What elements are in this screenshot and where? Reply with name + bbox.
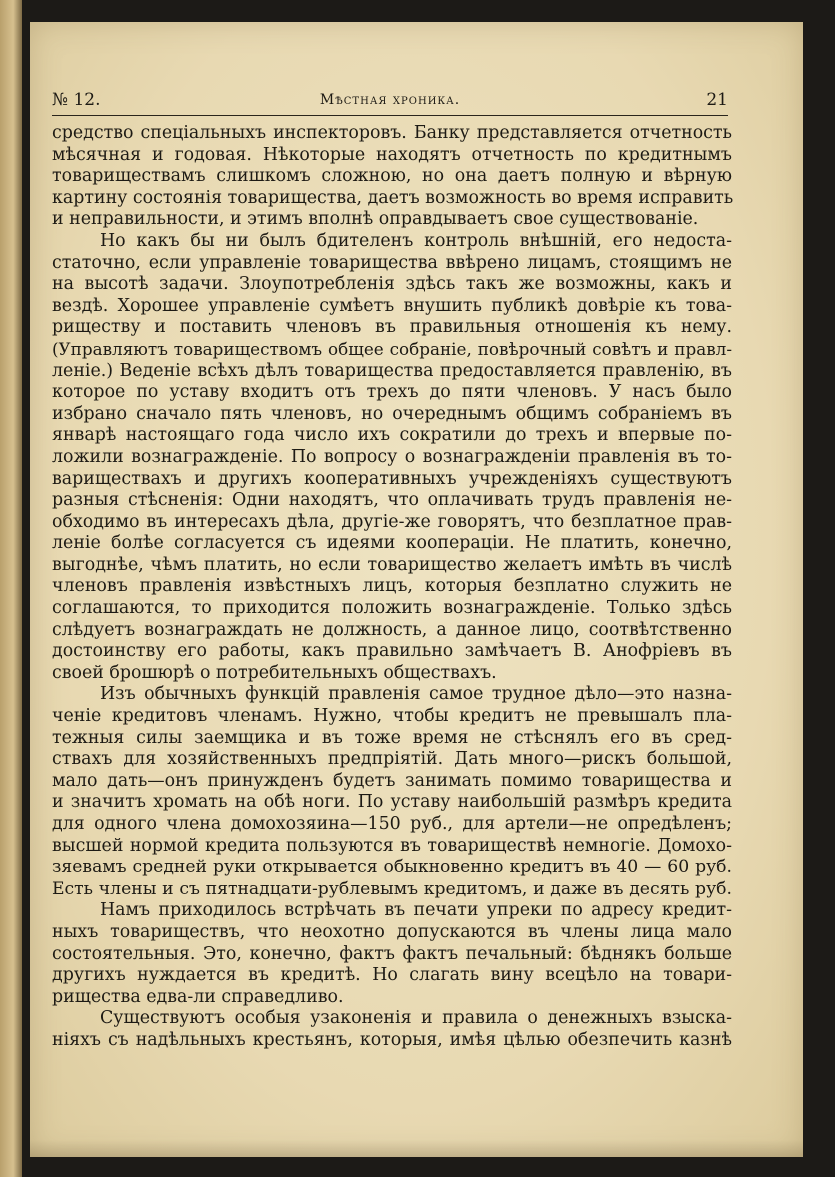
text-line: соглашаются, то приходится положить вознагражденіе. Только здѣсь: [52, 598, 732, 619]
page-number: 21: [706, 90, 728, 110]
text-line: Существуютъ особыя узаконенія и правила о денежныхъ взыска-: [100, 1008, 732, 1029]
text-line: членовъ правленія извѣстныхъ лицъ, которыя безплатно служить не: [52, 576, 732, 597]
text-line: состоятельныя. Это, конечно, фактъ фактъ печальный: бѣднякъ больше: [52, 943, 732, 964]
text-line: для одного члена домохозяина—150 руб., для артели—не опредѣленъ;: [52, 814, 732, 834]
text-line: своей брошюрѣ о потребительныхъ обществахъ.: [52, 662, 497, 683]
text-line: Но какъ бы ни былъ бдителенъ контроль внѣшній, его недоста-: [100, 230, 732, 251]
text-line: обходимо въ интересахъ дѣла, другіе-же говорятъ, что безплатное прав-: [52, 511, 732, 532]
text-line: риществу и поставить членовъ въ правильныя отношенія къ нему.: [52, 317, 732, 338]
text-line: мало дать—онъ принужденъ будетъ занимать помимо товарищества и: [52, 770, 732, 791]
text-line: другихъ нуждается въ кредитѣ. Но слагать вину всецѣло на товари-: [52, 965, 732, 986]
text-line: ствахъ для хозяйственныхъ предпріятій. Дать много—рискъ большой,: [52, 749, 732, 770]
text-line: выгоднѣе, чѣмъ платить, но если товарищество желаетъ имѣть въ числѣ: [52, 554, 732, 575]
text-line: тежныя силы заемщика и въ тоже время не стѣснялъ его въ сред-: [52, 727, 732, 748]
text-line: ныхъ товариществъ, что неохотно допускаются въ члены лица мало: [52, 921, 732, 942]
text-line: рищества едва-ли справедливо.: [52, 986, 344, 1007]
running-header: [52, 88, 728, 114]
page-bottom-shadow: [30, 1140, 803, 1157]
header-rule: [52, 115, 728, 116]
text-line: зяевамъ средней руки открывается обыкновенно кредитъ въ 40 — 60 руб.: [52, 857, 732, 878]
text-line: средство спеціальныхъ инспекторовъ. Банку представляется отчетность: [52, 123, 732, 143]
text-line: достоинству его работы, какъ правильно замѣчаетъ В. Анофріевъ въ: [52, 641, 732, 662]
text-line: избрано сначало пять членовъ, но очереднымъ общимъ собраніемъ въ: [52, 403, 732, 424]
text-line: Намъ приходилось встрѣчать въ печати упреки по адресу кредит-: [100, 900, 732, 921]
text-line: картину состоянія товарищества, даетъ возможность во время исправить: [52, 187, 734, 208]
text-line: на высотѣ задачи. Злоупотребленія здѣсь такъ же возможны, какъ и: [52, 274, 732, 295]
text-line: вездѣ. Хорошее управленіе сумѣетъ внушить публикѣ довѣріе къ това-: [52, 295, 732, 316]
text-line: январѣ настоящаго года число ихъ сократили до трехъ и впервые по-: [52, 425, 732, 446]
section-title: Мѣстная хроника.: [319, 92, 461, 108]
text-line: ніяхъ съ надѣльныхъ крестьянъ, которыя, имѣя цѣлью обезпечить казнѣ: [52, 1029, 732, 1050]
text-line: Есть члены и съ пятнадцати-рублевымъ кредитомъ, и даже въ десять руб.: [52, 878, 732, 899]
text-line: ложили вознагражденіе. По вопросу о вознагражденіи правленія въ то-: [52, 446, 732, 467]
text-line: статочно, если управленіе товарищества ввѣрено лицамъ, стоящимъ не: [52, 252, 732, 273]
text-line: которое по уставу входитъ отъ трехъ до пяти членовъ. У насъ было: [52, 382, 732, 403]
text-line: и значитъ хромать на обѣ ноги. По уставу наибольшій размѣръ кредита: [52, 792, 732, 813]
text-line: (Управляютъ товариществомъ общее собраніе, повѣрочный совѣтъ и правл-: [52, 338, 732, 359]
book-page: [30, 22, 803, 1157]
issue-number: № 12.: [52, 90, 101, 110]
text-line: высшей нормой кредита пользуются въ товариществѣ немногіе. Домохо-: [52, 835, 732, 856]
text-line: вариществахъ и другихъ кооперативныхъ учрежденіяхъ существуютъ: [52, 468, 732, 489]
text-line: леніе.) Веденіе всѣхъ дѣлъ товарищества предоставляется правленію, въ: [52, 360, 732, 381]
text-line: товариществамъ слишкомъ сложною, но она даетъ полную и вѣрную: [52, 166, 732, 187]
text-line: мѣсячная и годовая. Нѣкоторые находятъ отчетность по кредитнымъ: [52, 144, 732, 165]
previous-page-edge: [0, 0, 22, 1177]
text-line: Изъ обычныхъ функцій правленія самое трудное дѣло—это назна-: [100, 684, 732, 705]
text-line: леніе болѣе согласуется съ идеями коопераціи. Не платить, конечно,: [52, 533, 732, 554]
text-line: и неправильности, и этимъ вполнѣ оправдываетъ свое существованіе.: [52, 209, 699, 230]
body-text: [52, 123, 732, 1052]
text-line: разныя стѣсненія: Одни находятъ, что оплачивать трудъ правленія не-: [52, 490, 732, 511]
text-line: ченіе кредитовъ членамъ. Нужно, чтобы кредитъ не превышалъ пла-: [52, 706, 732, 727]
text-line: слѣдуетъ вознаграждать не должность, а данное лицо, соотвѣтственно: [52, 619, 732, 640]
